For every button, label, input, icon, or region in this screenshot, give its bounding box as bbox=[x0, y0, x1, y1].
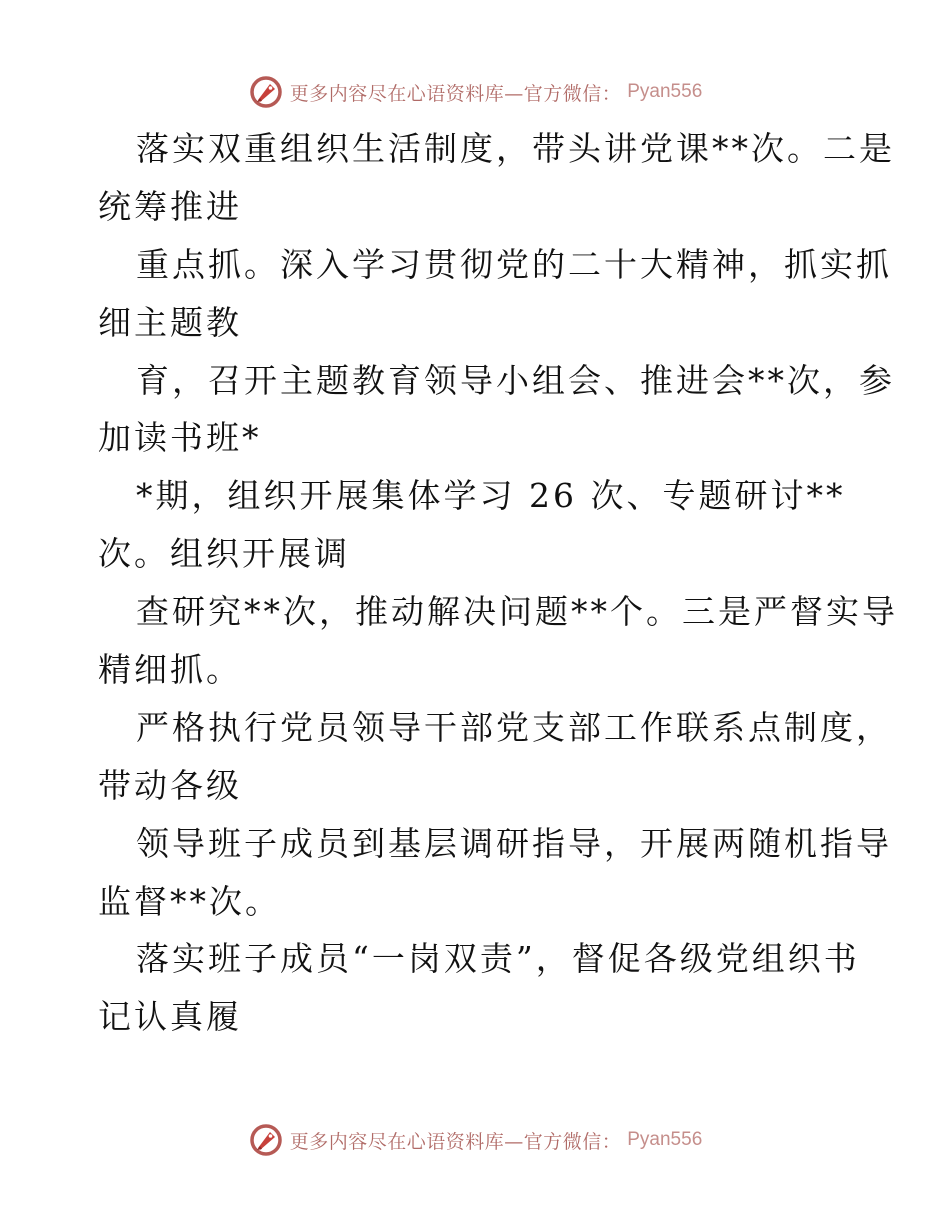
body-line: *期，组织开展集体学习 26 次、专题研讨** bbox=[136, 476, 846, 516]
header-watermark bbox=[0, 72, 950, 112]
body-line: 精细抓。 bbox=[98, 650, 242, 690]
body-line: 查研究**次，推动解决问题**个。三是严督实导 bbox=[136, 592, 898, 632]
watermark-handle: Pyan556 bbox=[627, 81, 703, 102]
watermark-text: 更多内容尽在心语资料库—官方微信： bbox=[289, 82, 622, 105]
body-line: 次。组织开展调 bbox=[98, 534, 350, 574]
watermark-handle: Pyan556 bbox=[627, 1129, 703, 1150]
footer-watermark bbox=[0, 1120, 950, 1160]
body-line: 落实班子成员“一岗双责”，督促各级党组织书 bbox=[136, 939, 860, 979]
document-body bbox=[98, 120, 898, 1046]
body-line: 加读书班* bbox=[98, 418, 262, 458]
body-line: 落实双重组织生活制度，带头讲党课**次。二是 bbox=[136, 129, 895, 168]
body-line: 领导班子成员到基层调研指导，开展两随机指导 bbox=[136, 823, 892, 863]
body-line: 严格执行党员领导干部党支部工作联系点制度， bbox=[136, 707, 892, 747]
body-line: 带动各级 bbox=[98, 765, 242, 805]
body-line: 监督**次。 bbox=[98, 881, 281, 921]
watermark-text: 更多内容尽在心语资料库—官方微信： bbox=[289, 1130, 622, 1153]
body-line: 记认真履 bbox=[98, 997, 242, 1037]
pen-nib-logo-icon bbox=[248, 74, 284, 110]
body-line: 育，召开主题教育领导小组会、推进会**次，参 bbox=[136, 360, 895, 400]
pen-nib-logo-icon bbox=[248, 1122, 284, 1158]
body-line: 统筹推进 bbox=[98, 186, 242, 226]
body-line: 重点抓。深入学习贯彻党的二十大精神，抓实抓 bbox=[136, 244, 892, 284]
body-line: 细主题教 bbox=[98, 302, 242, 342]
